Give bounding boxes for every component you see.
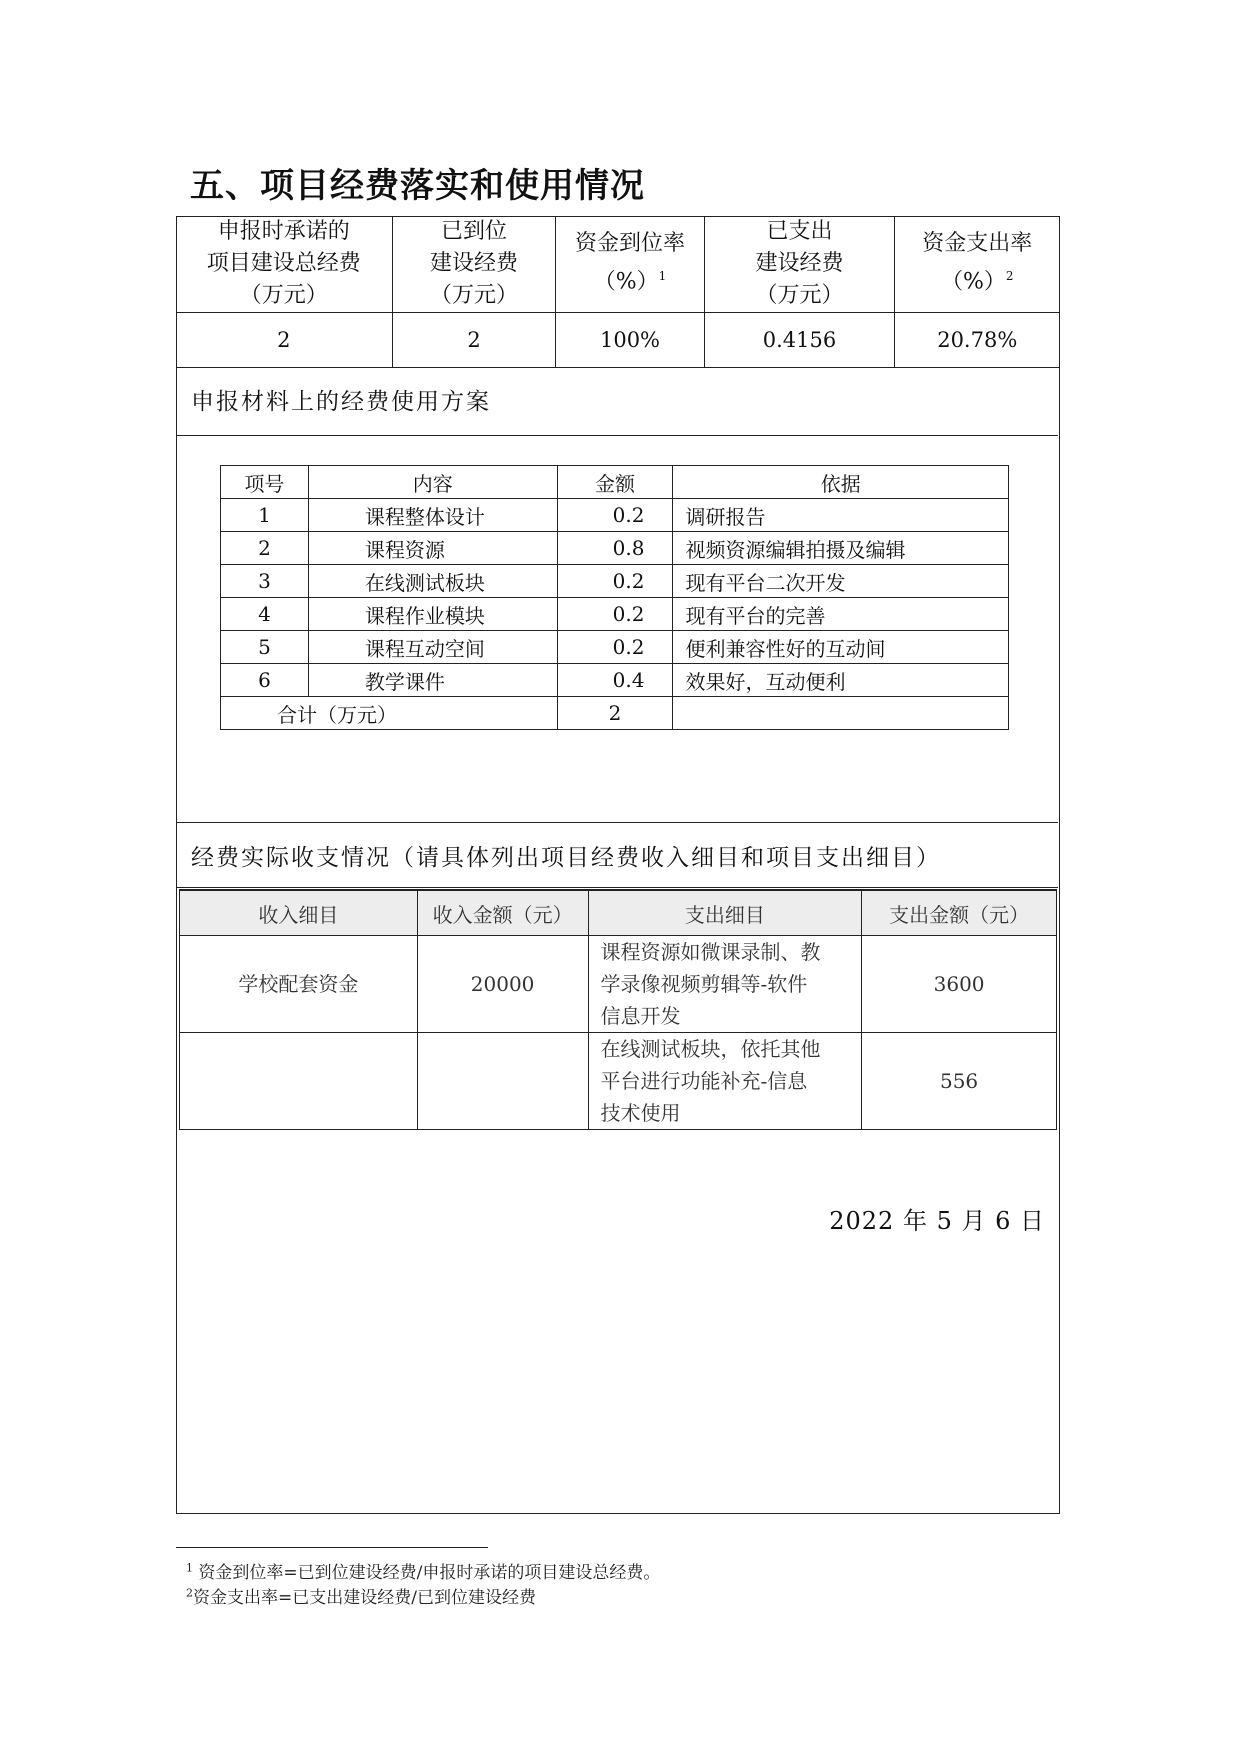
actual-income-expense-table: [179, 889, 1057, 1130]
divider: [177, 887, 1058, 888]
expense-item: 在线测试板块，依托其他 平台进行功能补充-信息 技术使用: [588, 1033, 862, 1130]
header-arrival-rate: 资金到位率 （%）$^1$: [556, 216, 705, 313]
plan-header-basis: 依据: [673, 466, 1009, 499]
value-spending-rate: 20.78%: [895, 312, 1060, 367]
header-committed-total: 申报时承诺的 项目建设总经费 （万元）: [176, 216, 393, 313]
header-income-amount: 收入金额（元）: [417, 890, 588, 936]
table-row: 4 课程作业模块 0.2 现有平台的完善: [221, 598, 1009, 631]
divider: [177, 435, 1058, 436]
summary-value-row: [176, 312, 1060, 367]
table-row: 5 课程互动空间 0.2 便利兼容性好的互动间: [221, 631, 1009, 664]
value-committed-total: 2: [176, 312, 393, 367]
signing-date: 2022 年 5 月 6 日: [829, 1207, 1045, 1235]
summary-header-row: [176, 216, 1060, 313]
table-row: [180, 936, 1057, 1033]
plan-section-label: 申报材料上的经费使用方案: [191, 389, 491, 415]
header-expense-amount: 支出金额（元）: [862, 890, 1057, 936]
footnote-divider: [176, 1547, 488, 1548]
expense-amount: 3600: [862, 936, 1057, 1033]
plan-header-row: [221, 466, 1009, 499]
income-amount: [417, 1033, 588, 1130]
income-item: 学校配套资金: [180, 936, 418, 1033]
actual-section-label: 经费实际收支情况（请具体列出项目经费收入细目和项目支出细目）: [191, 845, 941, 871]
table-row: 2 课程资源 0.8 视频资源编辑拍摄及编辑: [221, 532, 1009, 565]
footnote-ref-2: 2: [1005, 269, 1014, 284]
header-funds-spent: 已支出 建设经费 （万元）: [705, 216, 895, 313]
footnote-ref-1: 1: [658, 269, 667, 284]
plan-header-no: 项号: [221, 466, 309, 499]
plan-header-amount: 金额: [557, 466, 673, 499]
funding-plan-table: [220, 465, 1009, 730]
divider: [177, 822, 1058, 823]
footnote-2: $^2$资金支出率=已支出建设经费/已到位建设经费: [186, 1586, 536, 1608]
expense-item: 课程资源如微课录制、教 学录像视频剪辑等-软件 信息开发: [588, 936, 862, 1033]
header-spending-rate: 资金支出率 （%）$^2$: [895, 216, 1060, 313]
header-income-item: 收入细目: [180, 890, 418, 936]
funding-summary-table: [176, 216, 1060, 368]
value-arrival-rate: 100%: [556, 312, 705, 367]
income-item: [180, 1033, 418, 1130]
table-row: 6 教学课件 0.4 效果好，互动便利: [221, 664, 1009, 697]
funding-form-frame: [176, 216, 1060, 1514]
value-funds-spent: 0.4156: [705, 312, 895, 367]
value-funds-received: 2: [393, 312, 556, 367]
plan-total-row: [221, 697, 1009, 730]
footnote-1: $^1$ 资金到位率=已到位建设经费/申报时承诺的项目建设总经费。: [186, 1561, 661, 1583]
header-expense-item: 支出细目: [588, 890, 862, 936]
table-row: 3 在线测试板块 0.2 现有平台二次开发: [221, 565, 1009, 598]
table-row: 1 课程整体设计 0.2 调研报告: [221, 499, 1009, 532]
expense-amount: 556: [862, 1033, 1057, 1130]
income-amount: 20000: [417, 936, 588, 1033]
plan-total-label: 合计（万元）: [221, 697, 558, 730]
plan-header-content: 内容: [308, 466, 557, 499]
page-title: 五、项目经费落实和使用情况: [190, 166, 645, 206]
header-funds-received: 已到位 建设经费 （万元）: [393, 216, 556, 313]
plan-total-value: 2: [557, 697, 673, 730]
actual-header-row: [180, 890, 1057, 936]
table-row: [180, 1033, 1057, 1130]
